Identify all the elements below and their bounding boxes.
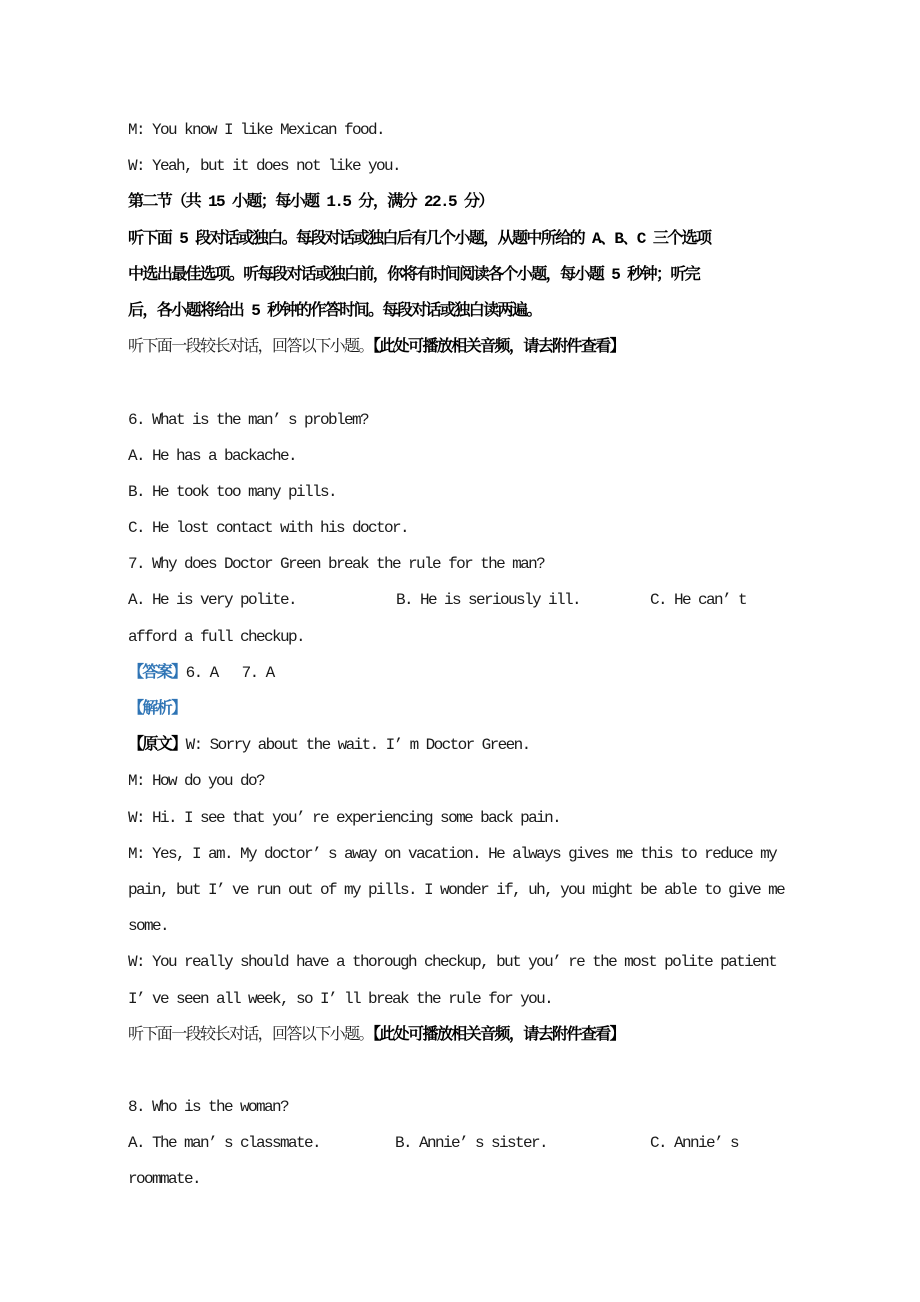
- listening-prompt-1: [128, 329, 798, 365]
- audio-attachment-note: 【此处可播放相关音频，请去附件查看】: [372, 1025, 625, 1044]
- transcript-line-8: I’ ve seen all week, so I’ ll break the rule for you.: [128, 989, 553, 1008]
- analysis-line: [128, 691, 798, 727]
- option-7-c: C. He can’ t: [650, 591, 747, 610]
- section-instructions-line-2: [128, 257, 798, 293]
- answer-label: 【答案】: [128, 663, 186, 682]
- answer-line: [128, 655, 798, 691]
- option-7-b: B. He is seriously ill.: [396, 591, 581, 610]
- option-8-a: A. The man’ s classmate.: [128, 1134, 321, 1153]
- option-8-b: B. Annie’ s sister.: [395, 1134, 548, 1153]
- prompt-text: 听下面一段较长对话，回答以下小题。: [128, 338, 373, 357]
- transcript-line-7: W: You really should have a thorough checkup, but you’ re the most polite patient: [128, 953, 777, 972]
- question-8: 8. Who is the woman?: [128, 1098, 289, 1117]
- text-segment: 听下面 5 段对话或独白。每段对话或独白后有几个小题，从题中所给的 A、B、C 三个选项: [128, 229, 711, 248]
- prompt-text: 听下面一段较长对话，回答以下小题。: [128, 1025, 373, 1044]
- option-7-c-overflow: afford a full checkup.: [128, 627, 305, 646]
- transcript-line-2: M: How do you do?: [128, 772, 265, 791]
- option-8-c-overflow: roommate.: [128, 1170, 201, 1189]
- text-segment: 后，各小题将给出 5 秒钟的作答时间。每段对话或独白读两遍。: [128, 301, 541, 320]
- listening-prompt-2: [128, 1017, 798, 1053]
- option-6-a: A. He has a backache.: [128, 446, 297, 465]
- question-7: 7. Why does Doctor Green break the rule for the man?: [128, 555, 545, 574]
- option-7-a: A. He is very polite.: [128, 591, 297, 610]
- section-heading: [128, 184, 798, 220]
- dialogue-line-m-mexican: M: You know I like Mexican food.: [128, 121, 385, 139]
- audio-attachment-note: 【此处可播放相关音频，请去附件查看】: [372, 338, 625, 357]
- blank-line: [128, 365, 798, 401]
- option-6-b: B. He took too many pills.: [128, 482, 337, 501]
- section-instructions-line-3: [128, 293, 798, 329]
- blank-line: [128, 1053, 798, 1089]
- transcript-line-1: [128, 727, 798, 763]
- text-segment: 第二节（共 15 小题；每小题 1.5 分，满分 22.5 分）: [128, 193, 493, 212]
- analysis-label: 【解析】: [128, 700, 186, 718]
- transcript-line-6: some.: [128, 917, 169, 936]
- transcript-line-4: M: Yes, I am. My doctor’ s away on vacation. He always gives me this to reduce my: [128, 844, 777, 863]
- option-6-c: C. He lost contact with his doctor.: [128, 519, 409, 538]
- transcript-line-3: W: Hi. I see that you’ re experiencing some back pain.: [128, 808, 561, 827]
- question-6: 6. What is the man’ s problem?: [128, 410, 369, 429]
- options-8-row: [128, 1125, 798, 1161]
- dialogue-line-w-mexican: W: Yeah, but it does not like you.: [128, 157, 401, 176]
- section-instructions-line-1: [128, 221, 798, 257]
- text-segment: 中选出最佳选项。听每段对话或独白前，你将有时间阅读各个小题，每小题 5 秒钟；听完: [128, 265, 700, 284]
- document-content: [128, 112, 798, 1198]
- options-7-row: [128, 582, 798, 618]
- answer-values: 6. A 7. A: [185, 663, 274, 682]
- transcript-line-5: pain, but I’ ve run out of my pills. I wonder if, uh, you might be able to give me: [128, 880, 785, 899]
- transcript-label: 【原文】: [128, 736, 186, 755]
- transcript-text: W: Sorry about the wait. I’ m Doctor Green.: [185, 736, 530, 755]
- option-8-c: C. Annie’ s: [650, 1134, 739, 1153]
